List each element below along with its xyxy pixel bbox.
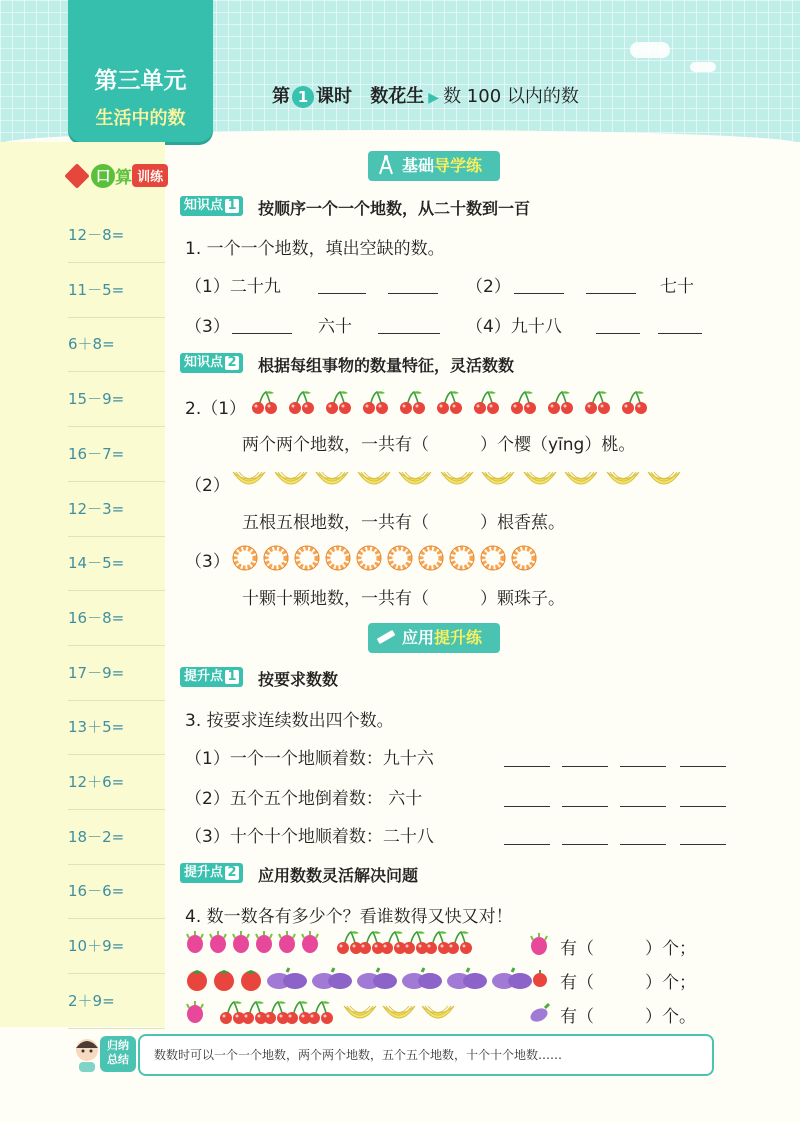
q1-p2-label: （2） bbox=[466, 277, 511, 297]
tag-number: 2 bbox=[225, 866, 239, 880]
answer-blank[interactable] bbox=[620, 806, 666, 807]
answer-blank[interactable] bbox=[504, 766, 550, 767]
q1-p3-mid: 六十 bbox=[318, 317, 352, 337]
banana-bunch-icon bbox=[396, 466, 434, 500]
bead-ring-icon bbox=[385, 543, 415, 577]
lesson-suffix: 课时 bbox=[316, 86, 352, 107]
dragonfruit-icon bbox=[184, 1000, 206, 1028]
q2-answer-2: 五根五根地数，一共有（ ）根香蕉。 bbox=[242, 513, 565, 533]
answer-blank[interactable] bbox=[504, 806, 550, 807]
q2-answer-3: 十颗十颗地数，一共有（ ）颗珠子。 bbox=[242, 589, 565, 609]
kou-badge: 口 bbox=[91, 164, 115, 188]
dragonfruit-icon bbox=[253, 930, 275, 958]
bead-ring-icon bbox=[447, 543, 477, 577]
answer-blank[interactable] bbox=[680, 844, 726, 845]
answer-blank[interactable] bbox=[680, 766, 726, 767]
dragonfruit-icon bbox=[299, 930, 321, 958]
q2-answer-1: 两个两个地数，一共有（ ）个樱（yīng）桃。 bbox=[242, 435, 636, 455]
tag-label: 提升点 bbox=[184, 669, 224, 684]
summary-text: 数数时可以一个一个地数，两个两个地数，五个五个地数，十个十个地数…… bbox=[154, 1048, 563, 1062]
answer-blank[interactable] bbox=[232, 333, 292, 334]
cherry-pair-icon bbox=[445, 930, 475, 960]
improve-text-1: 按要求数数 bbox=[258, 670, 339, 689]
eggplant-pair-icon bbox=[355, 966, 399, 996]
tomato-icon bbox=[530, 968, 550, 988]
cherry-pair-icon bbox=[324, 390, 354, 420]
banana-bunch-icon bbox=[645, 466, 683, 500]
answer-blank[interactable] bbox=[562, 766, 608, 767]
cherry-pair-icon bbox=[509, 390, 539, 420]
banana-bunch-icon bbox=[604, 466, 642, 500]
eggplant-pair-icon bbox=[310, 966, 354, 996]
bead-ring-icon bbox=[261, 543, 291, 577]
q4-answer-3: 有（ ）个。 bbox=[560, 1007, 696, 1027]
banana-bunch-icon bbox=[230, 466, 268, 500]
dragonfruit-icon bbox=[207, 930, 229, 958]
arrow-icon: ▶ bbox=[428, 90, 440, 106]
banana-bunch-icon bbox=[272, 466, 310, 500]
lesson-prefix: 第 bbox=[272, 86, 290, 107]
q3-line-2: （2）五个五个地倒着数： 六十 bbox=[185, 789, 423, 809]
banana-bunch-icon bbox=[341, 1000, 379, 1034]
dragonfruit-icon bbox=[230, 930, 252, 958]
bead-ring-icon bbox=[416, 543, 446, 577]
answer-blank[interactable] bbox=[504, 844, 550, 845]
cherry-pair-icon bbox=[583, 390, 613, 420]
dragonfruit-icon bbox=[276, 930, 298, 958]
cloud-decoration bbox=[630, 42, 670, 58]
improve-text-2: 应用数数灵活解决问题 bbox=[258, 866, 419, 885]
tag-label: 提升点 bbox=[184, 865, 224, 880]
eggplant-pair-icon bbox=[400, 966, 444, 996]
mental-math-item: 15－9= bbox=[68, 372, 165, 427]
section-banner-basic bbox=[368, 151, 500, 181]
cloud-decoration bbox=[690, 62, 716, 72]
unit-box bbox=[68, 0, 213, 142]
unit-title: 第三单元 bbox=[94, 68, 187, 94]
bead-ring-icon bbox=[323, 543, 353, 577]
section-apply-highlight: 提升练 bbox=[434, 628, 483, 647]
answer-blank[interactable] bbox=[388, 293, 438, 294]
lesson-subtitle: 数 100 以内的数 bbox=[443, 86, 579, 107]
banana-bunch-icon bbox=[438, 466, 476, 500]
answer-blank[interactable] bbox=[562, 844, 608, 845]
tomato-icon bbox=[211, 966, 237, 996]
banana-bunch-icon bbox=[313, 466, 351, 500]
banana-bunch-icon bbox=[521, 466, 559, 500]
answer-blank[interactable] bbox=[680, 806, 726, 807]
tag-label: 知识点 bbox=[184, 198, 224, 213]
q4-title: 4. 数一数各有多少个？看谁数得又快又对！ bbox=[185, 907, 513, 927]
mental-math-item: 14－5= bbox=[68, 536, 165, 591]
mental-math-item: 2＋9= bbox=[68, 974, 165, 1029]
mental-math-item: 16－6= bbox=[68, 864, 165, 919]
bead-ring-icon bbox=[509, 543, 539, 577]
q1-p1-label: （1）二十九 bbox=[185, 277, 281, 297]
unit-subtitle: 生活中的数 bbox=[95, 108, 186, 129]
eggplant-pair-icon bbox=[490, 966, 534, 996]
cherry-pair-icon bbox=[306, 1000, 336, 1030]
section-basic-prefix: 基础 bbox=[402, 156, 435, 175]
cherry-pair-icon bbox=[287, 390, 317, 420]
q2-p3-label: （3） bbox=[185, 552, 230, 572]
banana-bunch-icon bbox=[562, 466, 600, 500]
cherry-pair-icon bbox=[435, 390, 465, 420]
bead-ring-icon bbox=[230, 543, 260, 577]
cherry-pair-icon bbox=[472, 390, 502, 420]
answer-blank[interactable] bbox=[562, 806, 608, 807]
q3-line-1: （1）一个一个地顺着数：九十六 bbox=[185, 749, 434, 769]
bead-ring-icon bbox=[478, 543, 508, 577]
q2-p2-label: （2） bbox=[185, 476, 230, 496]
q4-answer-1: 有（ ）个； bbox=[560, 939, 696, 959]
tag-number: 2 bbox=[225, 356, 239, 370]
dragonfruit-icon bbox=[528, 932, 550, 956]
q1-p2-end: 七十 bbox=[660, 277, 694, 297]
cherry-pair-icon bbox=[620, 390, 650, 420]
eggplant-pair-icon bbox=[445, 966, 489, 996]
lesson-title bbox=[272, 82, 579, 108]
tag-number: 1 bbox=[225, 199, 239, 213]
answer-blank[interactable] bbox=[620, 844, 666, 845]
lesson-name: 数花生 bbox=[370, 86, 425, 107]
mental-math-item: 12－8= bbox=[68, 208, 165, 263]
eggplant-pair-icon bbox=[265, 966, 309, 996]
suan-label: 算 bbox=[115, 168, 133, 188]
banana-bunch-icon bbox=[380, 1000, 418, 1034]
ruler-icon bbox=[374, 625, 398, 649]
knowledge-text-2: 根据每组事物的数量特征，灵活数数 bbox=[258, 356, 515, 375]
banana-bunch-icon bbox=[419, 1000, 457, 1034]
mental-math-item: 18－2= bbox=[68, 810, 165, 865]
summary-badge bbox=[100, 1036, 136, 1072]
cherry-pair-icon bbox=[361, 390, 391, 420]
cherry-pair-icon bbox=[546, 390, 576, 420]
answer-blank[interactable] bbox=[596, 333, 640, 334]
pencil-icon bbox=[64, 163, 89, 188]
compass-icon bbox=[374, 153, 398, 177]
q1-p4-label: （4）九十八 bbox=[466, 317, 562, 337]
eggplant-icon bbox=[528, 1002, 552, 1024]
cherry-pair-icon bbox=[398, 390, 428, 420]
mental-math-item: 6＋8= bbox=[68, 317, 165, 372]
section-basic-highlight: 导学练 bbox=[434, 156, 483, 175]
section-apply-prefix: 应用 bbox=[402, 628, 435, 647]
q1-p3-label: （3） bbox=[185, 317, 230, 337]
answer-blank[interactable] bbox=[514, 293, 564, 294]
bead-ring-icon bbox=[354, 543, 384, 577]
knowledge-text-1: 按顺序一个一个地数，从二十数到一百 bbox=[258, 199, 531, 218]
kid-mascot-icon bbox=[72, 1036, 102, 1072]
answer-blank[interactable] bbox=[318, 293, 366, 294]
mental-math-item: 13＋5= bbox=[68, 700, 165, 755]
dragonfruit-icon bbox=[184, 930, 206, 958]
answer-blank[interactable] bbox=[658, 333, 702, 334]
improve-tag-1 bbox=[180, 667, 243, 687]
tomato-icon bbox=[238, 966, 264, 996]
bead-ring-icon bbox=[292, 543, 322, 577]
answer-blank[interactable] bbox=[586, 293, 636, 294]
summary-badge-line-2: 总结 bbox=[107, 1053, 129, 1066]
mental-math-heading bbox=[68, 163, 168, 193]
knowledge-tag-2 bbox=[180, 353, 243, 373]
mental-math-item: 12－3= bbox=[68, 482, 165, 537]
section-banner-apply bbox=[368, 623, 500, 653]
mental-math-item: 16－8= bbox=[68, 591, 165, 646]
mental-math-item: 16－7= bbox=[68, 427, 165, 482]
cherry-pair-icon bbox=[250, 390, 280, 420]
banana-bunch-icon bbox=[479, 466, 517, 500]
lesson-number: 1 bbox=[292, 86, 314, 108]
mental-math-item: 12＋6= bbox=[68, 755, 165, 810]
mental-math-item: 17－9= bbox=[68, 646, 165, 701]
tomato-icon bbox=[184, 966, 210, 996]
tag-number: 1 bbox=[225, 670, 239, 684]
q1-title: 1. 一个一个地数，填出空缺的数。 bbox=[185, 239, 445, 259]
q2-title: 2.（1） bbox=[185, 399, 247, 419]
q3-title: 3. 按要求连续数出四个数。 bbox=[185, 711, 394, 731]
answer-blank[interactable] bbox=[378, 333, 440, 334]
improve-tag-2 bbox=[180, 863, 243, 883]
tag-label: 知识点 bbox=[184, 355, 224, 370]
q3-line-3: （3）十个十个地顺着数：二十八 bbox=[185, 827, 434, 847]
banana-bunch-icon bbox=[355, 466, 393, 500]
summary-badge-line-1: 归纳 bbox=[107, 1039, 129, 1052]
summary-box bbox=[138, 1034, 714, 1076]
xunlian-label: 训练 bbox=[132, 164, 168, 187]
mental-math-item: 11－5= bbox=[68, 263, 165, 318]
mental-math-item: 10＋9= bbox=[68, 919, 165, 974]
knowledge-tag-1 bbox=[180, 196, 243, 216]
q4-answer-2: 有（ ）个； bbox=[560, 973, 696, 993]
answer-blank[interactable] bbox=[620, 766, 666, 767]
